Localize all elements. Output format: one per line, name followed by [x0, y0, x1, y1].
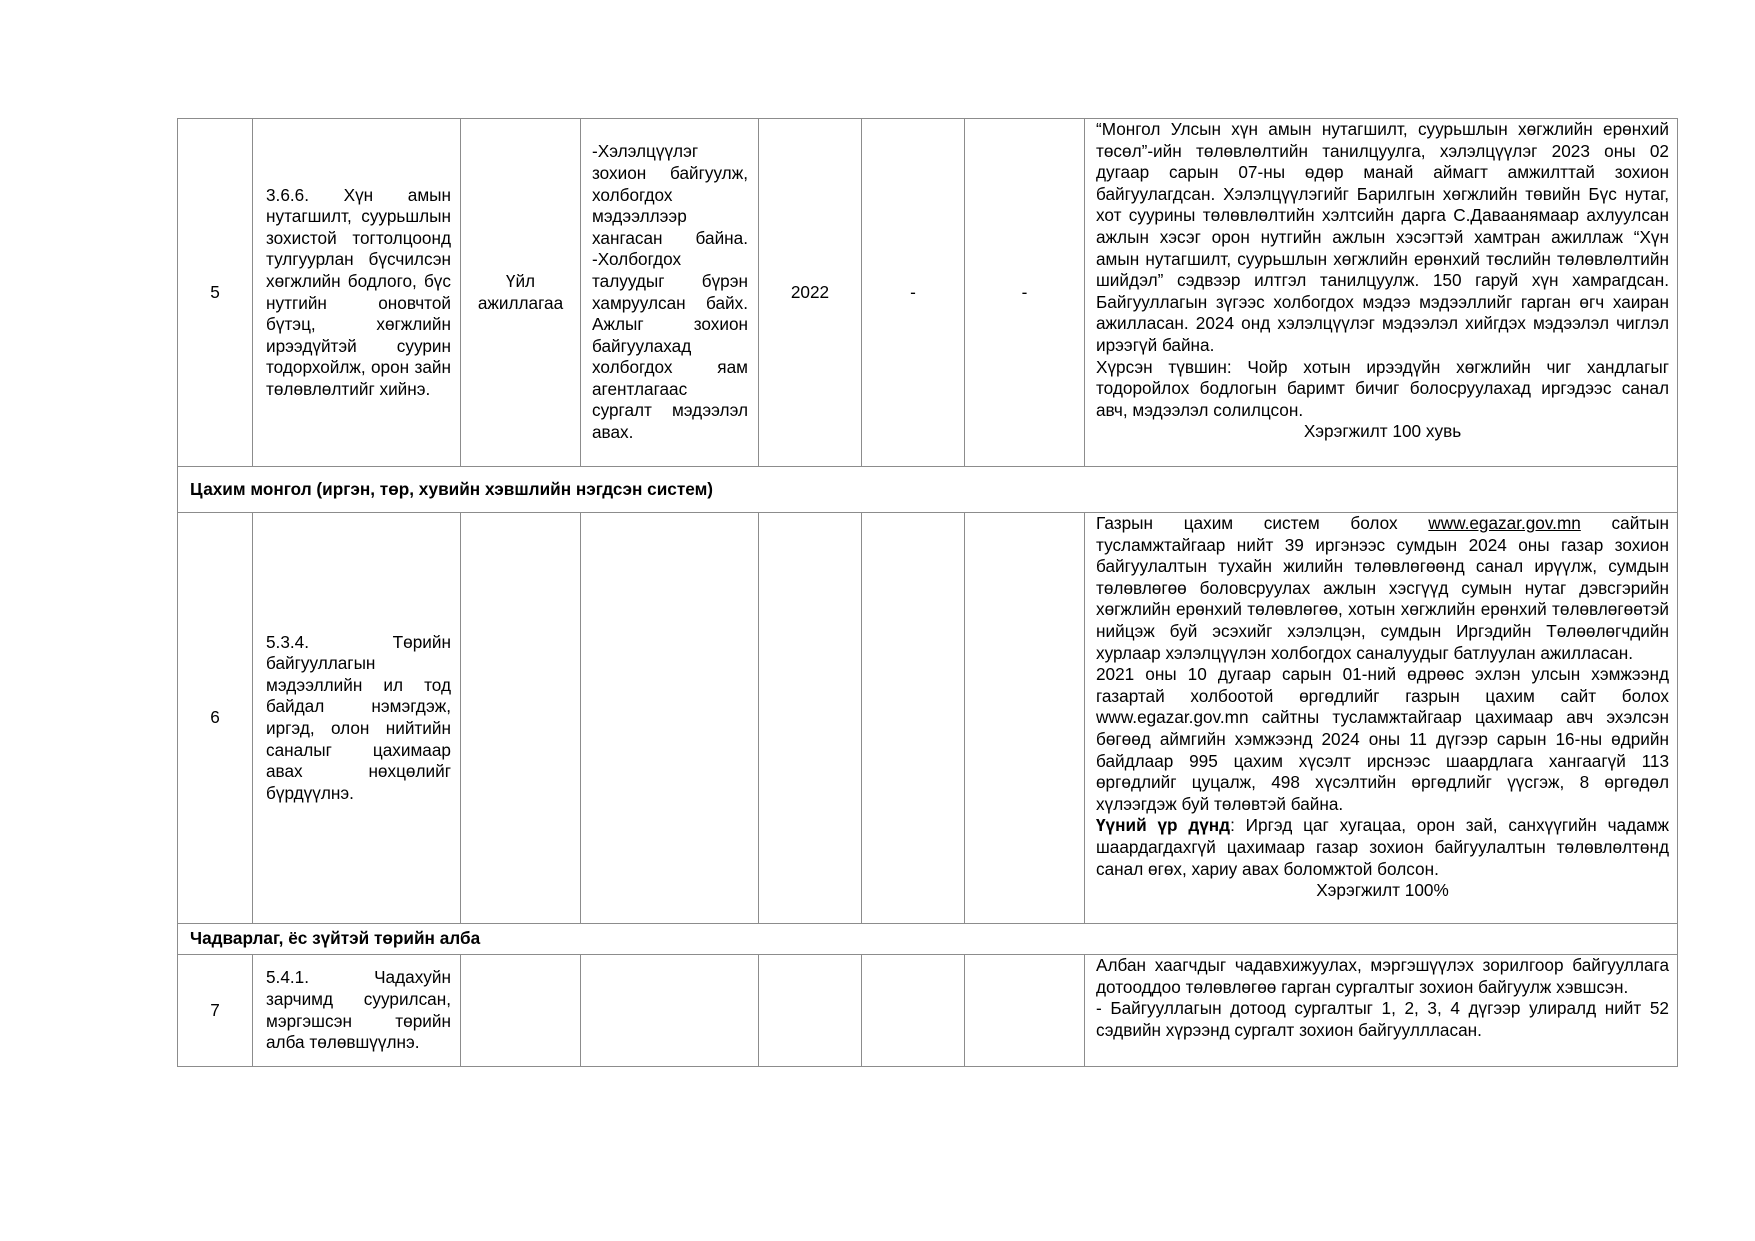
goal-cell: 3.6.6. Хүн амын нутагшилт, суурьшлын зохистой тогтолцоонд тулгуурлан бүсчилсэн хөгжлийн бодлого, бүс нутгийн оновчтой бүтэц, хөгжлийн ирээдүйтэй суурин тодорхойлж, орон зайн төлөвлөлтийг хийнэ. [253, 119, 461, 467]
section-row [178, 467, 1678, 513]
year-cell: 2022 [759, 119, 862, 467]
result-paragraph: - Байгууллагын дотоод сургалтыг 1, 2, 3, 4 дүгээр улиралд нийт 52 сэдвийн хүрээнд сургалт зохион байгууллласан. [1096, 998, 1669, 1040]
row-number: 6 [178, 513, 253, 924]
empty-cell [759, 955, 862, 1067]
row-number: 7 [178, 955, 253, 1067]
section-row [178, 924, 1678, 955]
empty-cell [581, 955, 759, 1067]
empty-cell [581, 513, 759, 924]
empty-cell [862, 513, 965, 924]
dash-cell: - [862, 119, 965, 467]
result-paragraph: 2021 оны 10 дугаар сарын 01-ний өдрөөс эхлэн улсын хэмжээнд газартай холбоотой өргөдлийг газрын цахим сайт болох www.egazar.gov.mn сайтны тусламжтайгаар цахимаар авч эхэлсэн бөгөөд аймгийн хэмжээнд 2024 оны 11 дүгээр сарын 16-ны өдрийн байдлаар 995 цахим хүсэлт ирснээс шаардлага хангаагүй 113 өргөдлийг цуцалж, 498 хүсэлтийн өргөдлийг үүсгэж, 8 өргөдөл хүлээгдэж буй төлөвтэй байна. [1096, 664, 1669, 814]
result-paragraph: Хүрсэн түвшин: Чойр хотын ирээдүйн хөгжлийн чиг хандлагыг тодоройлох бодлогын баримт бичиг болосруулахад иргэдээс санал авч, мэдээлэл солилцсон. [1096, 356, 1669, 420]
report-table [177, 118, 1678, 1067]
result-paragraph: Албан хаагчдыг чадавхижуулах, мэргэшүүлэх зорилгоор байгууллага дотооддоо төлөвлөгөө гарган сургалтыг зохион байгуулж хэвшсэн. [1096, 955, 1669, 997]
empty-cell [965, 955, 1085, 1067]
empty-cell [461, 513, 581, 924]
implementation-status: Хэрэгжилт 100% [1316, 880, 1449, 901]
section-title: Чадварлаг, ёс зүйтэй төрийн алба [178, 924, 1678, 955]
empty-cell [759, 513, 862, 924]
dash-cell: - [965, 119, 1085, 467]
result-cell [1085, 513, 1678, 924]
table-row [178, 513, 1678, 924]
result-text: Газрын цахим систем болох [1096, 513, 1398, 533]
type-text: Үйл ажиллагаа [477, 270, 564, 313]
empty-cell [862, 955, 965, 1067]
table-row [178, 119, 1678, 467]
result-cell [1085, 955, 1678, 1067]
result-text: : Иргэд цаг хугацаа, орон зай, санхүүгийн чадамж шаардагдахгүй цахимаар газар зохион байгуулалтын төлөвлөлтөнд санал өгөх, хариу авах боломжтой болсон. [1096, 815, 1670, 879]
egazar-link[interactable]: www.egazar.gov.mn [1428, 513, 1581, 533]
goal-cell: 5.4.1. Чадахуйн зарчимд суурилсан, мэргэшсэн төрийн алба төлөвшүүлнэ. [253, 955, 461, 1067]
section-title: Цахим монгол (иргэн, төр, хувийн хэвшлийн нэгдсэн систем) [178, 467, 1678, 513]
result-paragraph: “Монгол Улсын хүн амын нутагшилт, суурьшлын хөгжлийн ерөнхий төсөл”-ийн төлөвлөлтийн танилцуулга, хэлэлцүүлэг 2023 оны 02 дугаар сарын 07-ны өдөр манай аймагт амжилттай зохион байгуулагдсан. Хэлэлцүүлэгийг Барилгын хөгжлийн төвийн Бүс нутаг, хот суурины төлөвлөлтийн хэлтсийн дарга С.Даваанямаар ахлуулсан ажлын хэсэг орон нутгийн ажлын хэсэгтэй хамтран ажиллаж “Хүн амын нутагшилт, суурьшлын хөгжлийн ерөнхий төслийн төлөвлөлтийн шийдэл” сэдвээр илтгэл танилцуулж. 150 гаруй хүн хамрагдсан. Байгууллагын зүгээс холбогдох мэдээ мэдээллийг гарган өгч хаиран ажилласан. 2024 онд хэлэлцүүлэг мэдээлэл хийгдэх мэдээлэл чиглэл ирээгүй байна. [1096, 119, 1669, 355]
result-paragraph [1096, 815, 1669, 880]
result-cell [1085, 119, 1678, 467]
table-row [178, 955, 1678, 1067]
goal-cell: 5.3.4. Төрийн байгууллагын мэдээллийн ил тод байдал нэмэгдэж, иргэд, олон нийтийн саналыг цахимаар авах нөхцөлийг бүрдүүлнэ. [253, 513, 461, 924]
implementation-status: Хэрэгжилт 100 хувь [1303, 421, 1462, 442]
activity-cell: -Хэлэлцүүлэг зохион байгуулж, холбогдох мэдээллээр хангасан байна. -Холбогдох талуудыг бүрэн хамруулсан байх. Ажлыг зохион байгуулахад холбогдох яам агентлагаас сургалт мэдээлэл авах. [581, 119, 759, 467]
result-paragraph [1096, 513, 1669, 664]
result-text: сайтын тусламжтайгаар нийт 39 иргэнээс сумдын 2024 оны газар зохион байгуулалтын тухайн жилийн төлөвлөгөөнд санал ирүүлж, сумдын төлөвлөгөө боловсруулах ажлын хэсгүүд сумын нутаг дэвсгэрийн хөгжлийн ерөнхий төлөвлөгөө, хотын хөгжлийн ерөнхий төлөвлөгөөтэй нийцэж буй эсэхийг хэлэлцэн, сумдын Иргэдийн Төлөөлөгчдийн хурлаар хэлэлцүүлэн холбогдох саналуудыг батлуулан ажилласан. [1096, 513, 1670, 663]
result-label: Үүний үр дүнд [1096, 815, 1231, 836]
row-number: 5 [178, 119, 253, 467]
empty-cell [461, 955, 581, 1067]
type-cell [461, 119, 581, 467]
empty-cell [965, 513, 1085, 924]
